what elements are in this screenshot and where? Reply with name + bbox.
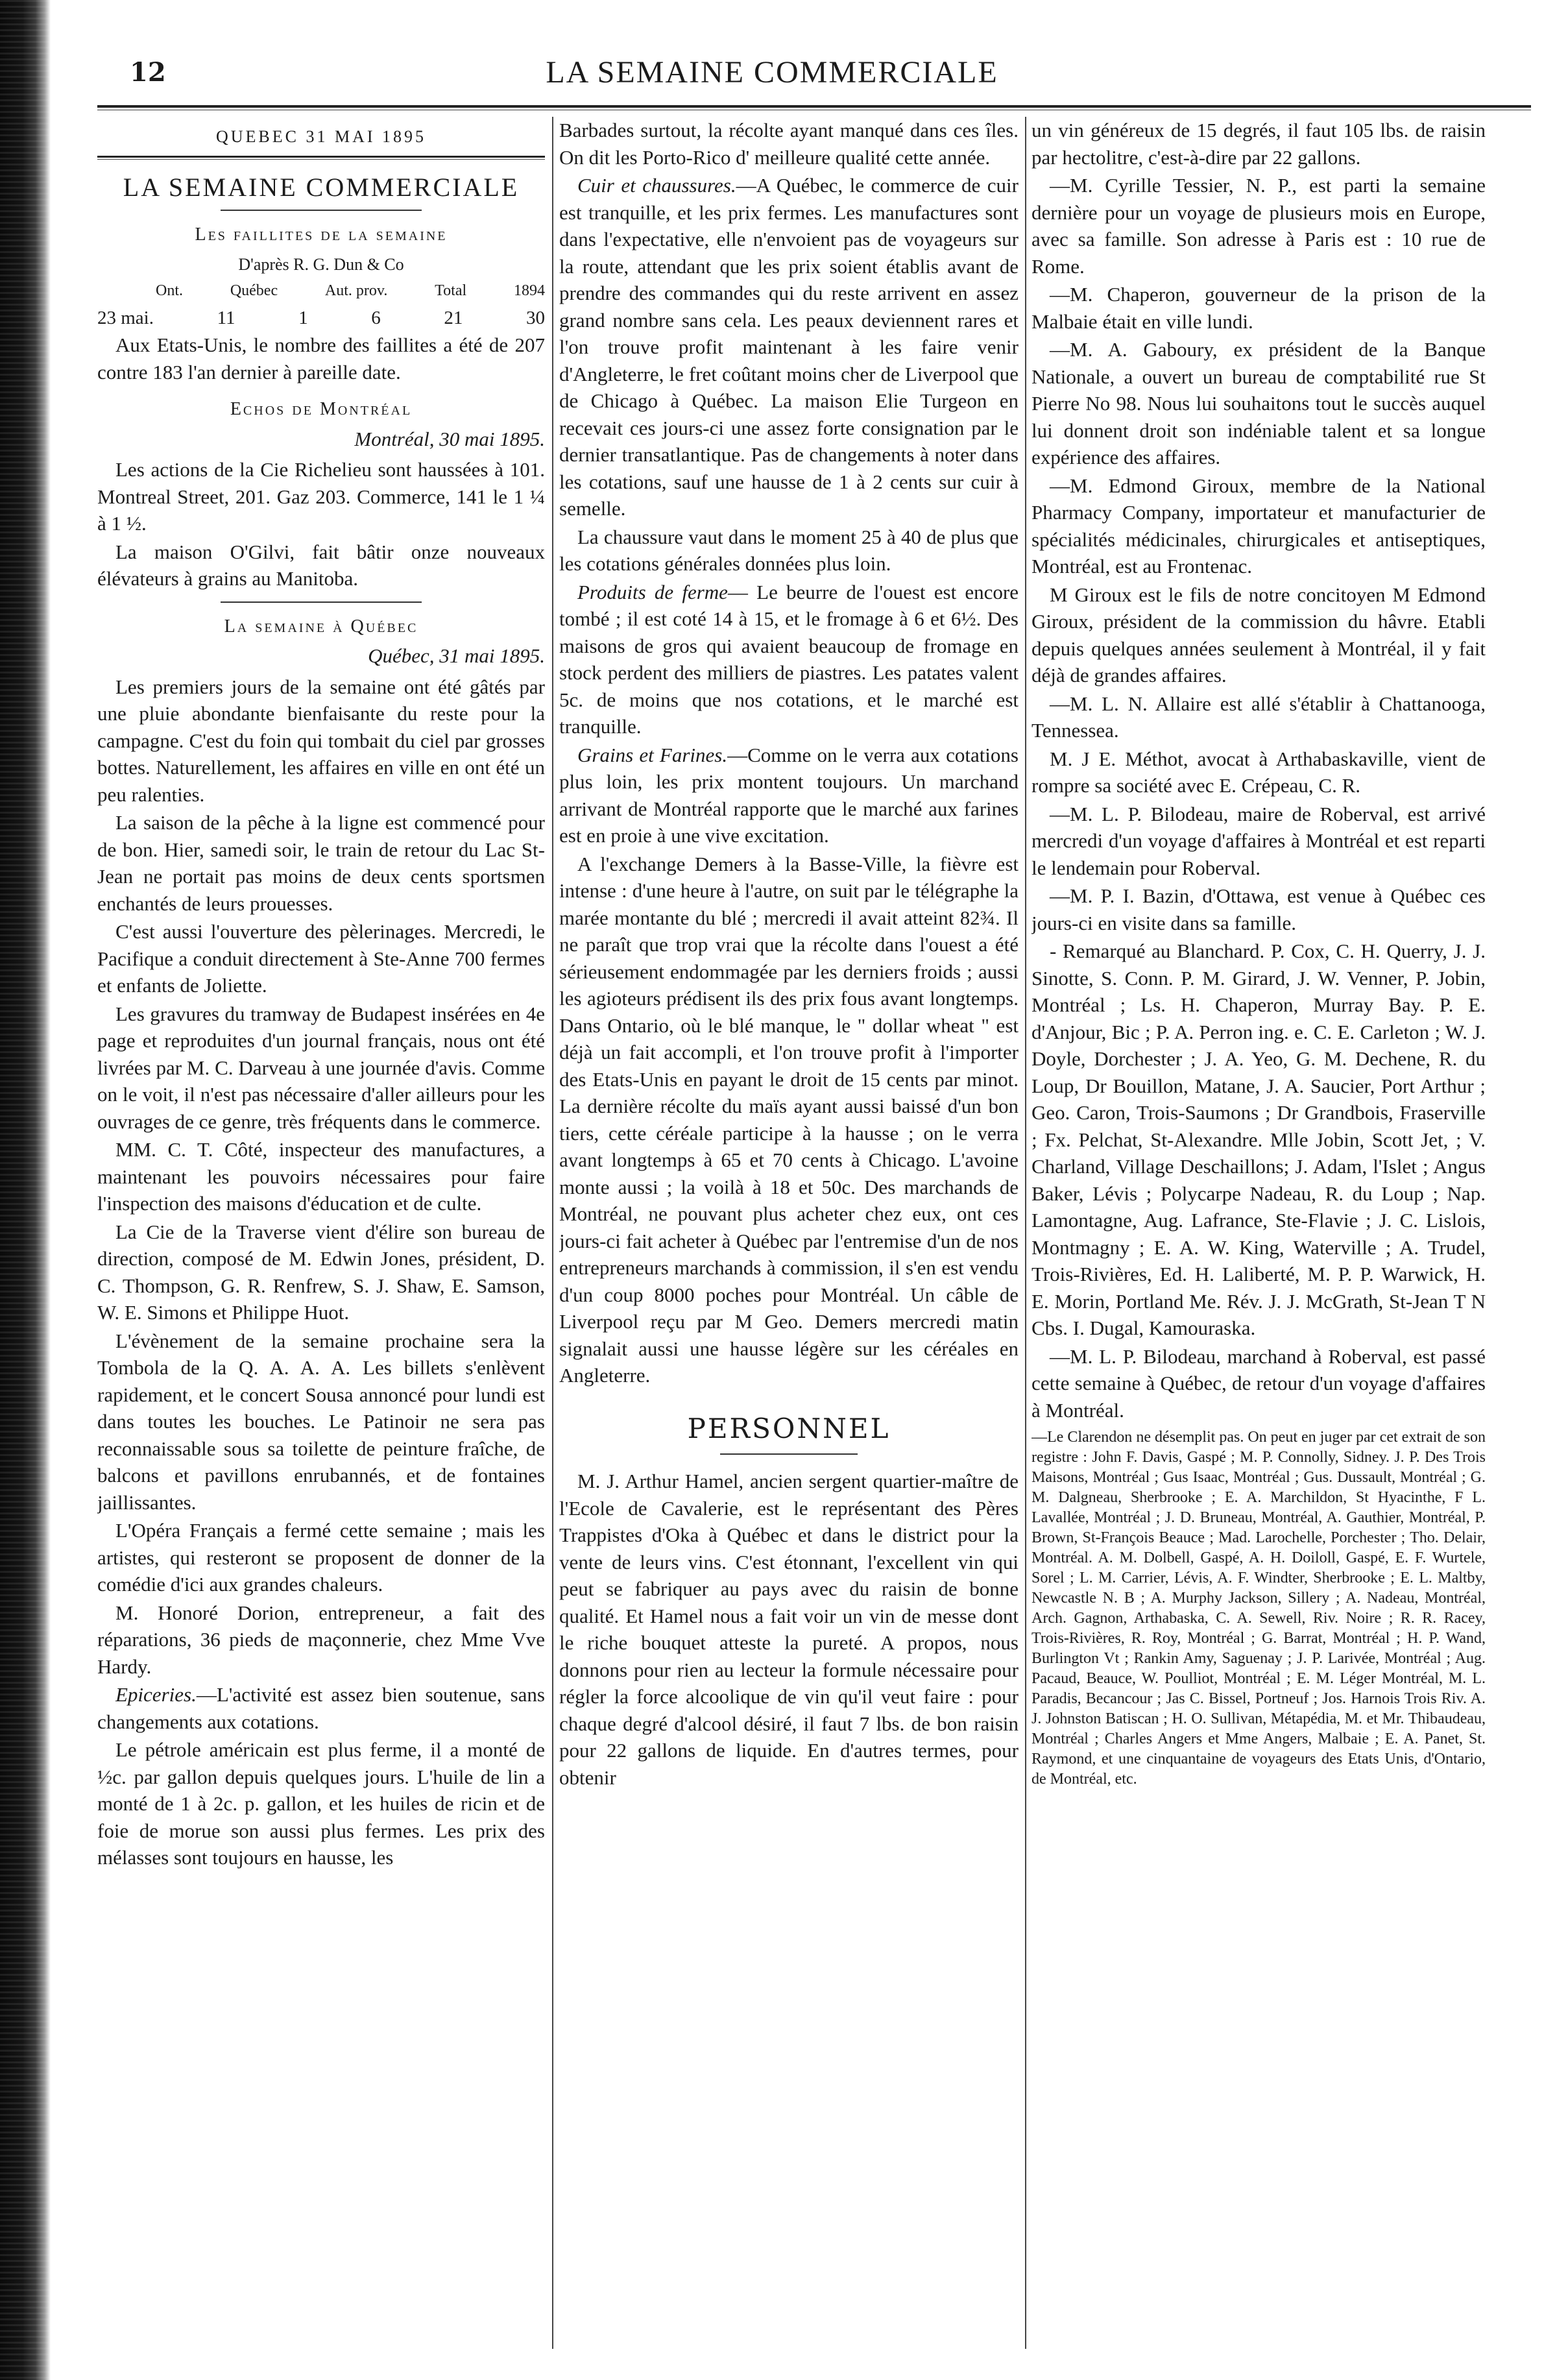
book-spine-texture	[0, 0, 51, 2380]
failures-cell: 30	[525, 307, 545, 328]
failures-col-header: Ont.	[156, 282, 183, 299]
column-divider-2	[1025, 117, 1026, 2349]
masthead-dateline: QUEBEC 31 MAI 1895	[215, 127, 427, 146]
paragraph: A l'exchange Demers à la Basse-Ville, la fièvre est intense : d'une heure à l'autre, on suit par le télégraphe la marée montante du blé ; mercredi il avait atteint 82¾. Il ne paraît que trop vrai que la récolte dans l'ouest a été sérieusement endommagée par les derniers froids ; aussi les agioteurs prédisent ils des prix fous avant longtemps. Dans Ontario, où le blé manque, le " dollar wheat " est déjà un fait accompli, et l'on trouve profit à l'importer des Etats-Unis en payant le droit de 15 cents par minot. La dernière récolte du maïs ayant aussi baissé d'un bon tiers, cette céréale participe à la hausse ; on le verra avant longtemps à 65 et 70 cents à Chicago. L'avoine monte aussi ; la voilà à 18 et 50c. Des marchands de Montréal, ne pouvant plus acheter chez eux, ont ces jours-ci fait acheter à Québec par l'entremise d'un de nos entrepreneurs marchands à commission, il s'en est vendu d'un coup 8000 poches pour Montréal. Un câble de Liverpool reçu par M Geo. Demers mercredi matin signalait aussi une hausse légère sur les céréales en Angleterre.	[559, 852, 1019, 1387]
paragraph: - Remarqué au Blanchard. P. Cox, C. H. Querry, J. J. Sinotte, S. Conn. P. M. Girard, J. W. Venner, P. Jobin, Montréal ; Ls. H. Chaperon, Murray Bay. P. E. d'Anjour, Bic ; P. A. Perron ing. e. C. E. Carleton ; W. J. Doyle, Dorchester ; J. A. Yeo, G. M. Dechene, R. du Loup, Dr Bouillon, Matane, J. A. Saucier, Port Arthur ; Geo. Caron, Trois-Saumons ; Dr Grandbois, Fraserville ; Fx. Pelchat, St-Alexandre. Mlle Jobin, Scott Jet, ; V. Charland, Village Deschaillons; J. Adam, l'Islet ; Angus Baker, Lévis ; Polycarpe Nadeau, R. du Loup ; Nap. Lamontagne, Aug. Lafrance, Ste-Flavie ; J. C. Lislois, Montmagny ; E. A. W. King, Waterville ; A. Trudel, Trois-Rivières, Ed. H. Laliberté, M. P. P. Warwick, H. E. Morin, Portland Me. Rév. J. J. McGrath, St-Jean T N Cbs. I. Dugal, Kamouraska.	[1031, 940, 1486, 1339]
paragraph-body: —L'activité est assez bien soutenue, sans changements aux cotations.	[97, 1683, 545, 1733]
failures-col-header: Aut. prov.	[324, 282, 388, 299]
failures-col-header: Total	[435, 282, 467, 299]
paragraph: —M. L. P. Bilodeau, maire de Roberval, est arrivé mercredi d'un voyage d'affaires à Montréal et est reparti le lendemain pour Roberval.	[1031, 802, 1486, 879]
paragraph: Le pétrole américain est plus ferme, il a monté de ½c. par gallon depuis quelques jours. L'huile de lin a monté de 1 à 2c. p. gallon, et les huiles de ricin et de foie de morue son aussi plus fermes. Les prix des mélasses sont toujours en hausse, les	[97, 1738, 545, 1869]
failures-col-header: Québec	[230, 282, 278, 299]
failures-table-row	[97, 305, 545, 332]
paragraph	[559, 579, 1019, 740]
paragraph: MM. C. T. Côté, inspecteur des manufactures, a maintenant les pouvoirs nécessaires pour faire l'inspection des maisons d'éducation et de culte.	[97, 1138, 545, 1215]
failures-cell: 1	[298, 307, 308, 328]
failures-cell: 11	[217, 307, 235, 328]
paragraph: La saison de la pêche à la ligne est commencé pour de bon. Hier, samedi soir, le train de retour du Lac St-Jean ne portait pas moins de deux cents sportsmen enchantés de leurs prouesses.	[97, 811, 545, 915]
page-number: 12	[130, 57, 166, 88]
paragraph: —M. Edmond Giroux, membre de la National Pharmacy Company, importateur et manufacturier de spécialités médicinales, chirurgicales et antiseptiques, Montréal, est au Frontenac.	[1031, 474, 1486, 577]
paragraph: La Cie de la Traverse vient d'élire son bureau de direction, composé de M. Edwin Jones, président, D. C. Thompson, G. R. Renfrew, S. J. Shaw, E. Samson, W. E. Simons et Philippe Huot.	[97, 1220, 545, 1324]
paragraph: M Giroux est le fils de notre concitoyen M Edmond Giroux, président de la commission du hâvre. Etabli depuis quelques années seulement à Montréal, il y fait déjà de grandes affaires.	[1031, 583, 1486, 686]
paragraph: un vin généreux de 15 degrés, il faut 105 lbs. de raisin par hectolitre, c'est-à-dire par 22 gallons.	[1031, 119, 1486, 169]
personnel-heading: PERSONNEL	[687, 1412, 891, 1444]
failures-cell: 6	[371, 307, 381, 328]
paragraph: Les gravures du tramway de Budapest insérées en 4e page et reproduites d'un journal français, nous ont été livrées par M. C. Darveau à une journée d'avis. Comme on le voit, il n'est pas nécessaire d'aller ailleurs pour les ouvrages de ce genre, très fréquents dans le commerce.	[97, 1002, 545, 1133]
paragraph: —M. Chaperon, gouverneur de la prison de la Malbaie était en ville lundi.	[1031, 283, 1486, 333]
paragraph-body: —A Québec, le commerce de cuir est tranquille, et les prix fermes. Les manufactures sont dans l'expectative, elle n'envoient pas de voyageurs sur la route, attendant que les prix soient établis avant de prendre des commandes qui du reste arrivent en assez grand nombre sans cela. Les peaux deviennent rares et l'on trouve profit maintenant à les faire venir d'Angleterre, le fret coûtant moins cher de Liverpool que de Chicago à Québec. La maison Elie Turgeon en recevait ces jours-ci une assez forte consignation par le dernier transatlantique. Pas de changements à noter dans les cotations, sauf une hausse de 1 à 2 cents sur cuir à semelle.	[559, 174, 1019, 520]
paragraph: M. J. Arthur Hamel, ancien sergent quartier-maître de l'Ecole de Cavalerie, est le représentant des Pères Trappistes d'Oka à Québec et dans le district pour la vente de leurs vins. C'est étonnant, l'excellent vin qui peut se fabriquer au pays avec du raisin de bonne qualité. Et Hamel nous a fait voir un vin de messe dont le riche bouquet atteste la pureté. A propos, nous donnons pour rien au lecteur la formule nécessaire pour régler la force alcoolique de vin qu'il veut faire : pour chaque degré d'alcool désiré, il faut 7 lbs. de bon raisin pour 22 gallons de liquide. En d'autres termes, pour obtenir	[559, 1470, 1019, 1789]
failures-col-header: 1894	[513, 282, 545, 299]
echos-heading: Echos de Montréal	[230, 399, 413, 419]
failures-cell: 21	[444, 307, 463, 328]
run-in-heading: Epiceries.	[115, 1683, 197, 1706]
paragraph-body: —Comme on le verra aux cotations plus loin, les prix montent toujours. Un marchand arrivant de Montréal rapporte que le marché aux farines est en proie à une vive excitation.	[559, 743, 1019, 847]
paragraph: —M. P. I. Bazin, d'Ottawa, est venue à Québec ces jours-ci en visite dans sa famille.	[1031, 884, 1486, 934]
column-3	[1031, 117, 1486, 2349]
divider	[720, 1453, 858, 1455]
paragraph: L'évènement de la semaine prochaine sera la Tombola de la Q. A. A. A. Les billets s'enlèvent rapidement, et le concert Sousa annoncé pour lundi est dans toutes les bouches. Le Patinoir ne sera pas reconnaissable sous sa toilette de peinture fraîche, de balcons et pavillons enrubannés, et de fontaines jaillissantes.	[97, 1329, 545, 1514]
echos-dateline: Montréal, 30 mai 1895.	[354, 427, 545, 450]
failures-cell: 23 mai.	[97, 307, 154, 328]
paragraph	[559, 742, 1019, 849]
quebec-dateline: Québec, 31 mai 1895.	[368, 644, 545, 667]
run-in-heading: Produits de ferme	[577, 580, 728, 603]
paragraph: —M. Cyrille Tessier, N. P., est parti la semaine dernière pour un voyage de plusieurs mois en Europe, avec sa famille. Son adresse à Paris est : 10 rue de Rome.	[1031, 174, 1486, 278]
run-in-heading: Grains et Farines.	[577, 743, 728, 766]
paragraph: —M. A. Gaboury, ex président de la Banque Nationale, a ouvert un bureau de comptabilité rue St Pierre No 98. Nous lui souhaitons tout le succès auquel lui donnent droit son indéniable talent et sa longue expérience des affaires.	[1031, 338, 1486, 468]
paragraph: Les actions de la Cie Richelieu sont haussées à 101. Montreal Street, 201. Gaz 203. Commerce, 141 le 1 ¼ à 1 ½.	[97, 458, 545, 535]
paragraph: C'est aussi l'ouverture des pèlerinages. Mercredi, le Pacifique a conduit directement à Ste-Anne 700 fermes et enfants de Joliette.	[97, 920, 545, 997]
header-rule	[97, 105, 1531, 110]
paragraph: M. J E. Méthot, avocat à Arthabaskaville, vient de rompre sa société avec E. Crépeau, C. R.	[1031, 747, 1486, 797]
paragraph: La maison O'Gilvi, fait bâtir onze nouveaux élévateurs à grains au Manitoba.	[97, 540, 545, 590]
running-head: LA SEMAINE COMMERCIALE	[546, 55, 998, 90]
paragraph: La chaussure vaut dans le moment 25 à 40 de plus que les cotations générales données plus loin.	[559, 525, 1019, 575]
paragraph: —M. L. P. Bilodeau, marchand à Roberval, est passé cette semaine à Québec, de retour d'un voyage d'affaires à Montréal.	[1031, 1344, 1486, 1422]
divider	[221, 601, 422, 603]
paragraph	[559, 172, 1019, 522]
paragraph: Aux Etats-Unis, le nombre des faillites a été de 207 contre 183 l'an dernier à pareille date.	[97, 334, 545, 383]
column-divider-1	[552, 117, 553, 2349]
column-1	[97, 117, 545, 2349]
failures-source: D'après R. G. Dun & Co	[238, 254, 404, 274]
paragraph	[97, 1681, 545, 1735]
quebec-heading: La semaine à Québec	[224, 616, 418, 637]
failures-table-header	[97, 278, 545, 305]
register-list: —Le Clarendon ne désemplit pas. On peut en juger par cet extrait de son registre : John F. Davis, Gaspé ; M. P. Connolly, Sidney. J. P. Des Trois Maisons, Montréal ; Gus Isaac, Montréal ; Gus. Dussault, Montréal ; G. M. Dalgneau, Sherbrooke ; E. A. Marchildon, St Hyacinthe, F L. Lavallée, Montréal ; J. D. Bruneau, Montréal, A. Gauthier, Montréal, P. Brown, St-François Beauce ; Mad. Larochelle, Porchester ; Tho. Delair, Montréal. A. M. Dolbell, Gaspé, A. H. Doiloll, Gaspé, E. F. Wurtele, Sorel ; L. M. Carrier, Lévis, A. F. Windter, Sherbrooke ; E. L. Maltby, Newcastle N. B ; A. Murphy Jackson, Sillery ; A. Nadeau, Montréal, Arch. Gagnon, Arthabaska, C. A. Sewell, Riv. Noire ; R. R. Racey, Trois-Rivières, R. Roy, Montréal ; G. Barrat, Montréal ; H. P. Wand, Burlington Vt ; Rankin Amy, Saguenay ; J. P. Larivée, Montréal ; Aug. Pacaud, Beauce, W. Poulliot, Montréal ; E. M. Léger Montréal, M. L. Paradis, Becancour ; Jas C. Bissel, Portneuf ; Jos. Harnois Trois Riv. A. J. Johnston Batiscan ; H. O. Sullivan, Métapédia, M. et Mr. Thibaudeau, Montréal ; Charles Angers et Mme Angers, Malbaie ; E. A. Panet, St. Raymond, et une cinquantaine de voyageurs des Etats Unis, d'Ontario, de Montréal, etc.	[1031, 1429, 1486, 1788]
paragraph: Barbades surtout, la récolte ayant manqué dans ces îles. On dit les Porto-Rico d' meilleure qualité cette année.	[559, 119, 1019, 169]
divider	[221, 210, 422, 211]
paragraph: Les premiers jours de la semaine ont été gâtés par une pluie abondante bienfaisante du reste pour la campagne. C'est du foin qui tombait du ciel par grosses bottes. Naturellement, les affaires en ville en ont été un peu ralenties.	[97, 675, 545, 806]
failures-heading: Les faillites de la semaine	[195, 225, 448, 245]
paragraph: M. Honoré Dorion, entrepreneur, a fait des réparations, 36 pieds de maçonnerie, chez Mme Vve Hardy.	[97, 1601, 545, 1678]
section-masthead: LA SEMAINE COMMERCIALE	[123, 172, 520, 202]
paragraph: —M. L. N. Allaire est allé s'établir à Chattanooga, Tennessea.	[1031, 692, 1486, 742]
paragraph: L'Opéra Français a fermé cette semaine ; mais les artistes, qui resteront se proposent de donner de la comédie d'ici aux grandes chaleurs.	[97, 1519, 545, 1596]
paragraph-body: — Le beurre de l'ouest est encore tombé ; il est coté 14 à 15, et le fromage à 6 et 6½. Des maisons de gros qui avaient beaucoup de fromage en stock perdent des milliers de piastres. Les patates valent 5c. de moins que nos cotations, et le marché est tranquille.	[559, 580, 1019, 738]
masthead-rule	[97, 156, 545, 160]
column-2	[559, 117, 1019, 2349]
run-in-heading: Cuir et chaussures.	[577, 174, 736, 197]
